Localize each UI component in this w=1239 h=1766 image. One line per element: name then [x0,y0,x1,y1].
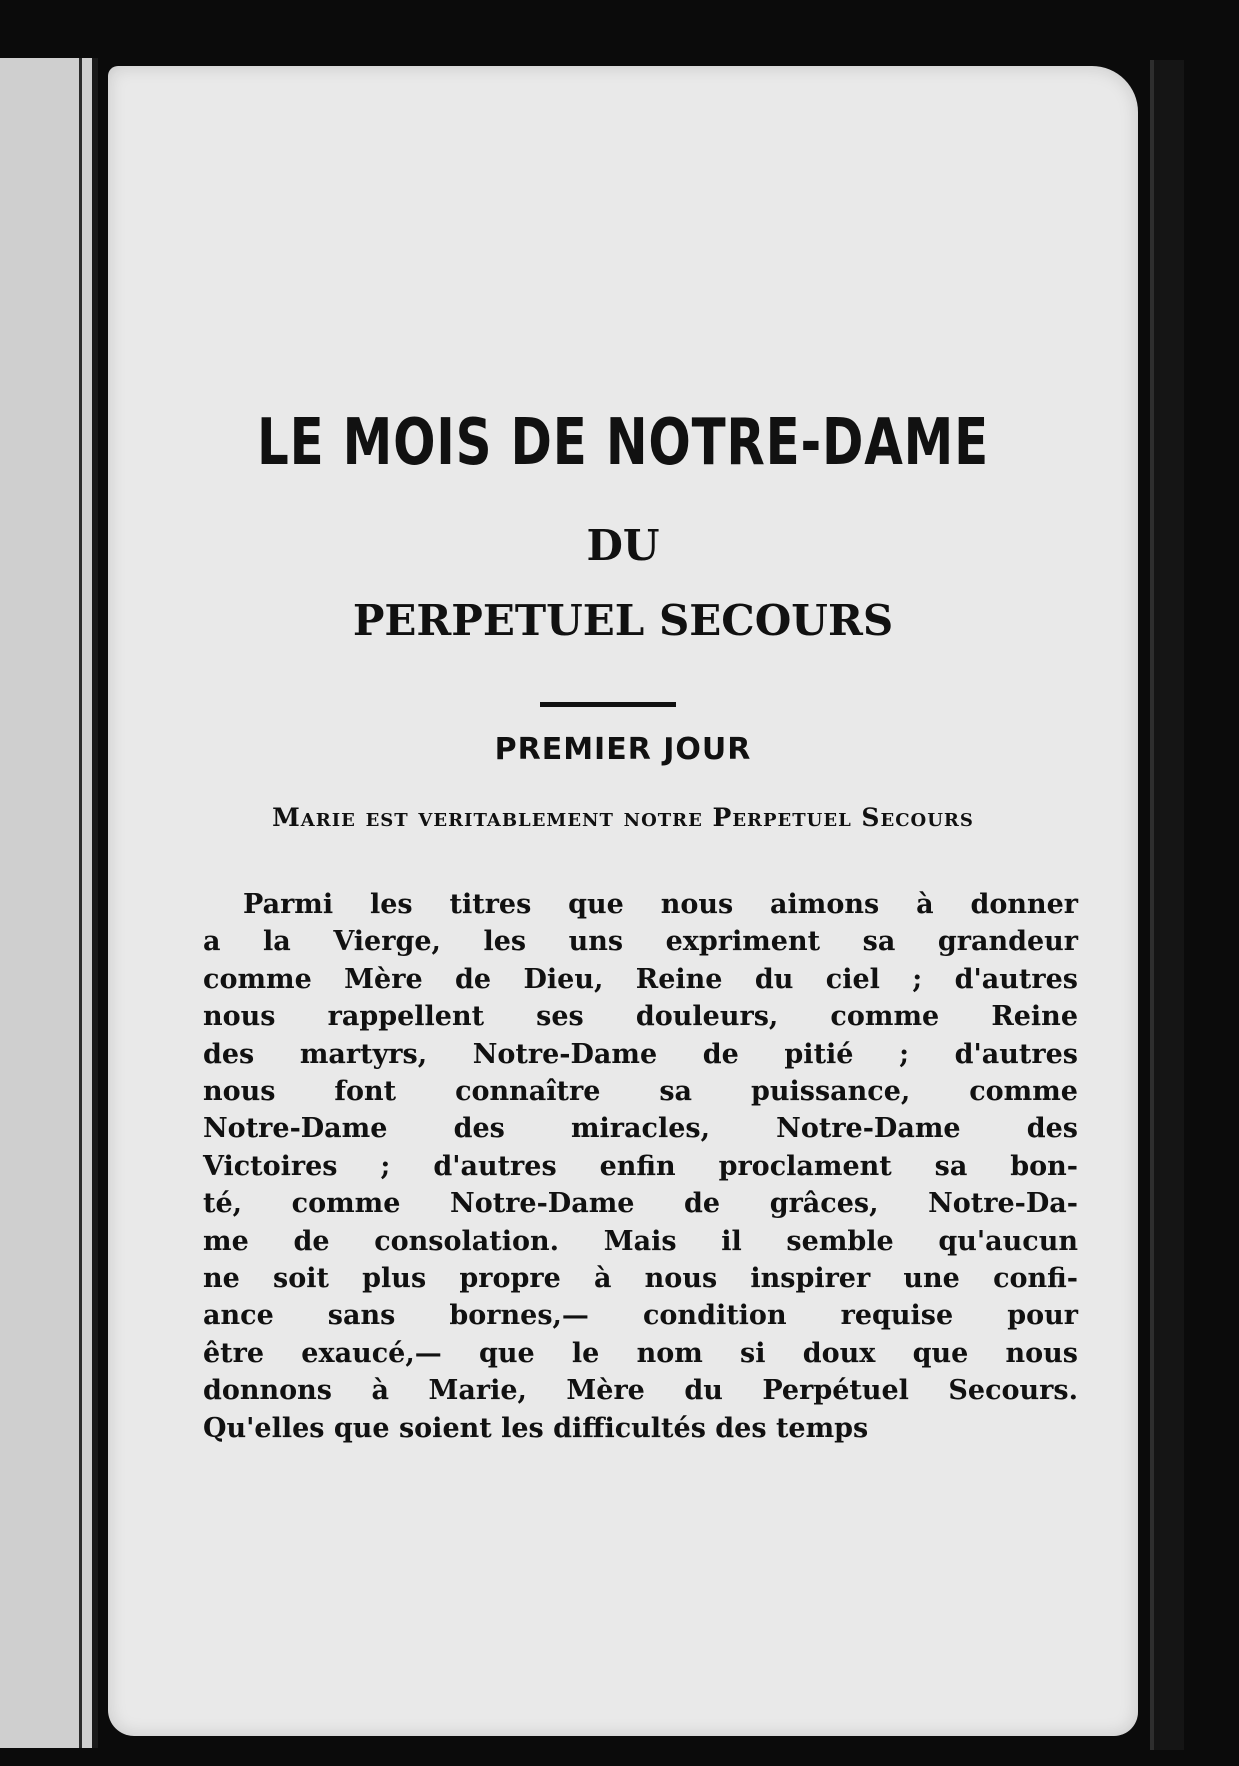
body-line: Parmi les titres que nous aimons à donner [243,889,1078,920]
page-title: LE MOIS DE NOTRE-DAME [257,406,989,480]
body-line: des martyrs, Notre-Dame de pitié ; d'autres [203,1038,1078,1070]
title-divider [540,702,676,707]
body-line: être exaucé,— que le nom si doux que nous [203,1337,1078,1369]
body-line: comme Mère de Dieu, Reine du ciel ; d'autres [203,963,1078,995]
body-line: donnons à Marie, Mère du Perpétuel Secours. [203,1375,1078,1407]
body-line: té, comme Notre-Dame de grâces, Notre-Da- [203,1188,1078,1220]
day-heading: PREMIER JOUR [494,732,752,767]
body-line: nous font connaître sa puissance, comme [203,1076,1078,1108]
right-binding-strip [1150,60,1184,1750]
body-line: a la Vierge, les uns expriment sa grandeur [203,926,1078,958]
body-line: nous rappellent ses douleurs, comme Reine [203,1001,1078,1033]
left-page-edge [0,58,98,1748]
body-line: Notre-Dame des miracles, Notre-Dame des [203,1113,1078,1145]
page-subtitle: PERPETUEL SECOURS [352,596,894,645]
body-line: ne soit plus propre à nous inspirer une confi- [203,1263,1078,1295]
body-line: ance sans bornes,— condition requise pour [203,1300,1078,1332]
book-page [108,66,1138,1736]
body-line: Qu'elles que soient les difficultés des temps [203,1412,869,1444]
body-line: me de consolation. Mais il semble qu'aucun [203,1225,1078,1257]
body-line: Victoires ; d'autres enfin proclament sa bon- [203,1150,1078,1182]
body-text [203,886,1078,1447]
section-heading: Marie est veritablement notre Perpetuel Secours [272,803,974,832]
title-connector: DU [586,521,660,570]
